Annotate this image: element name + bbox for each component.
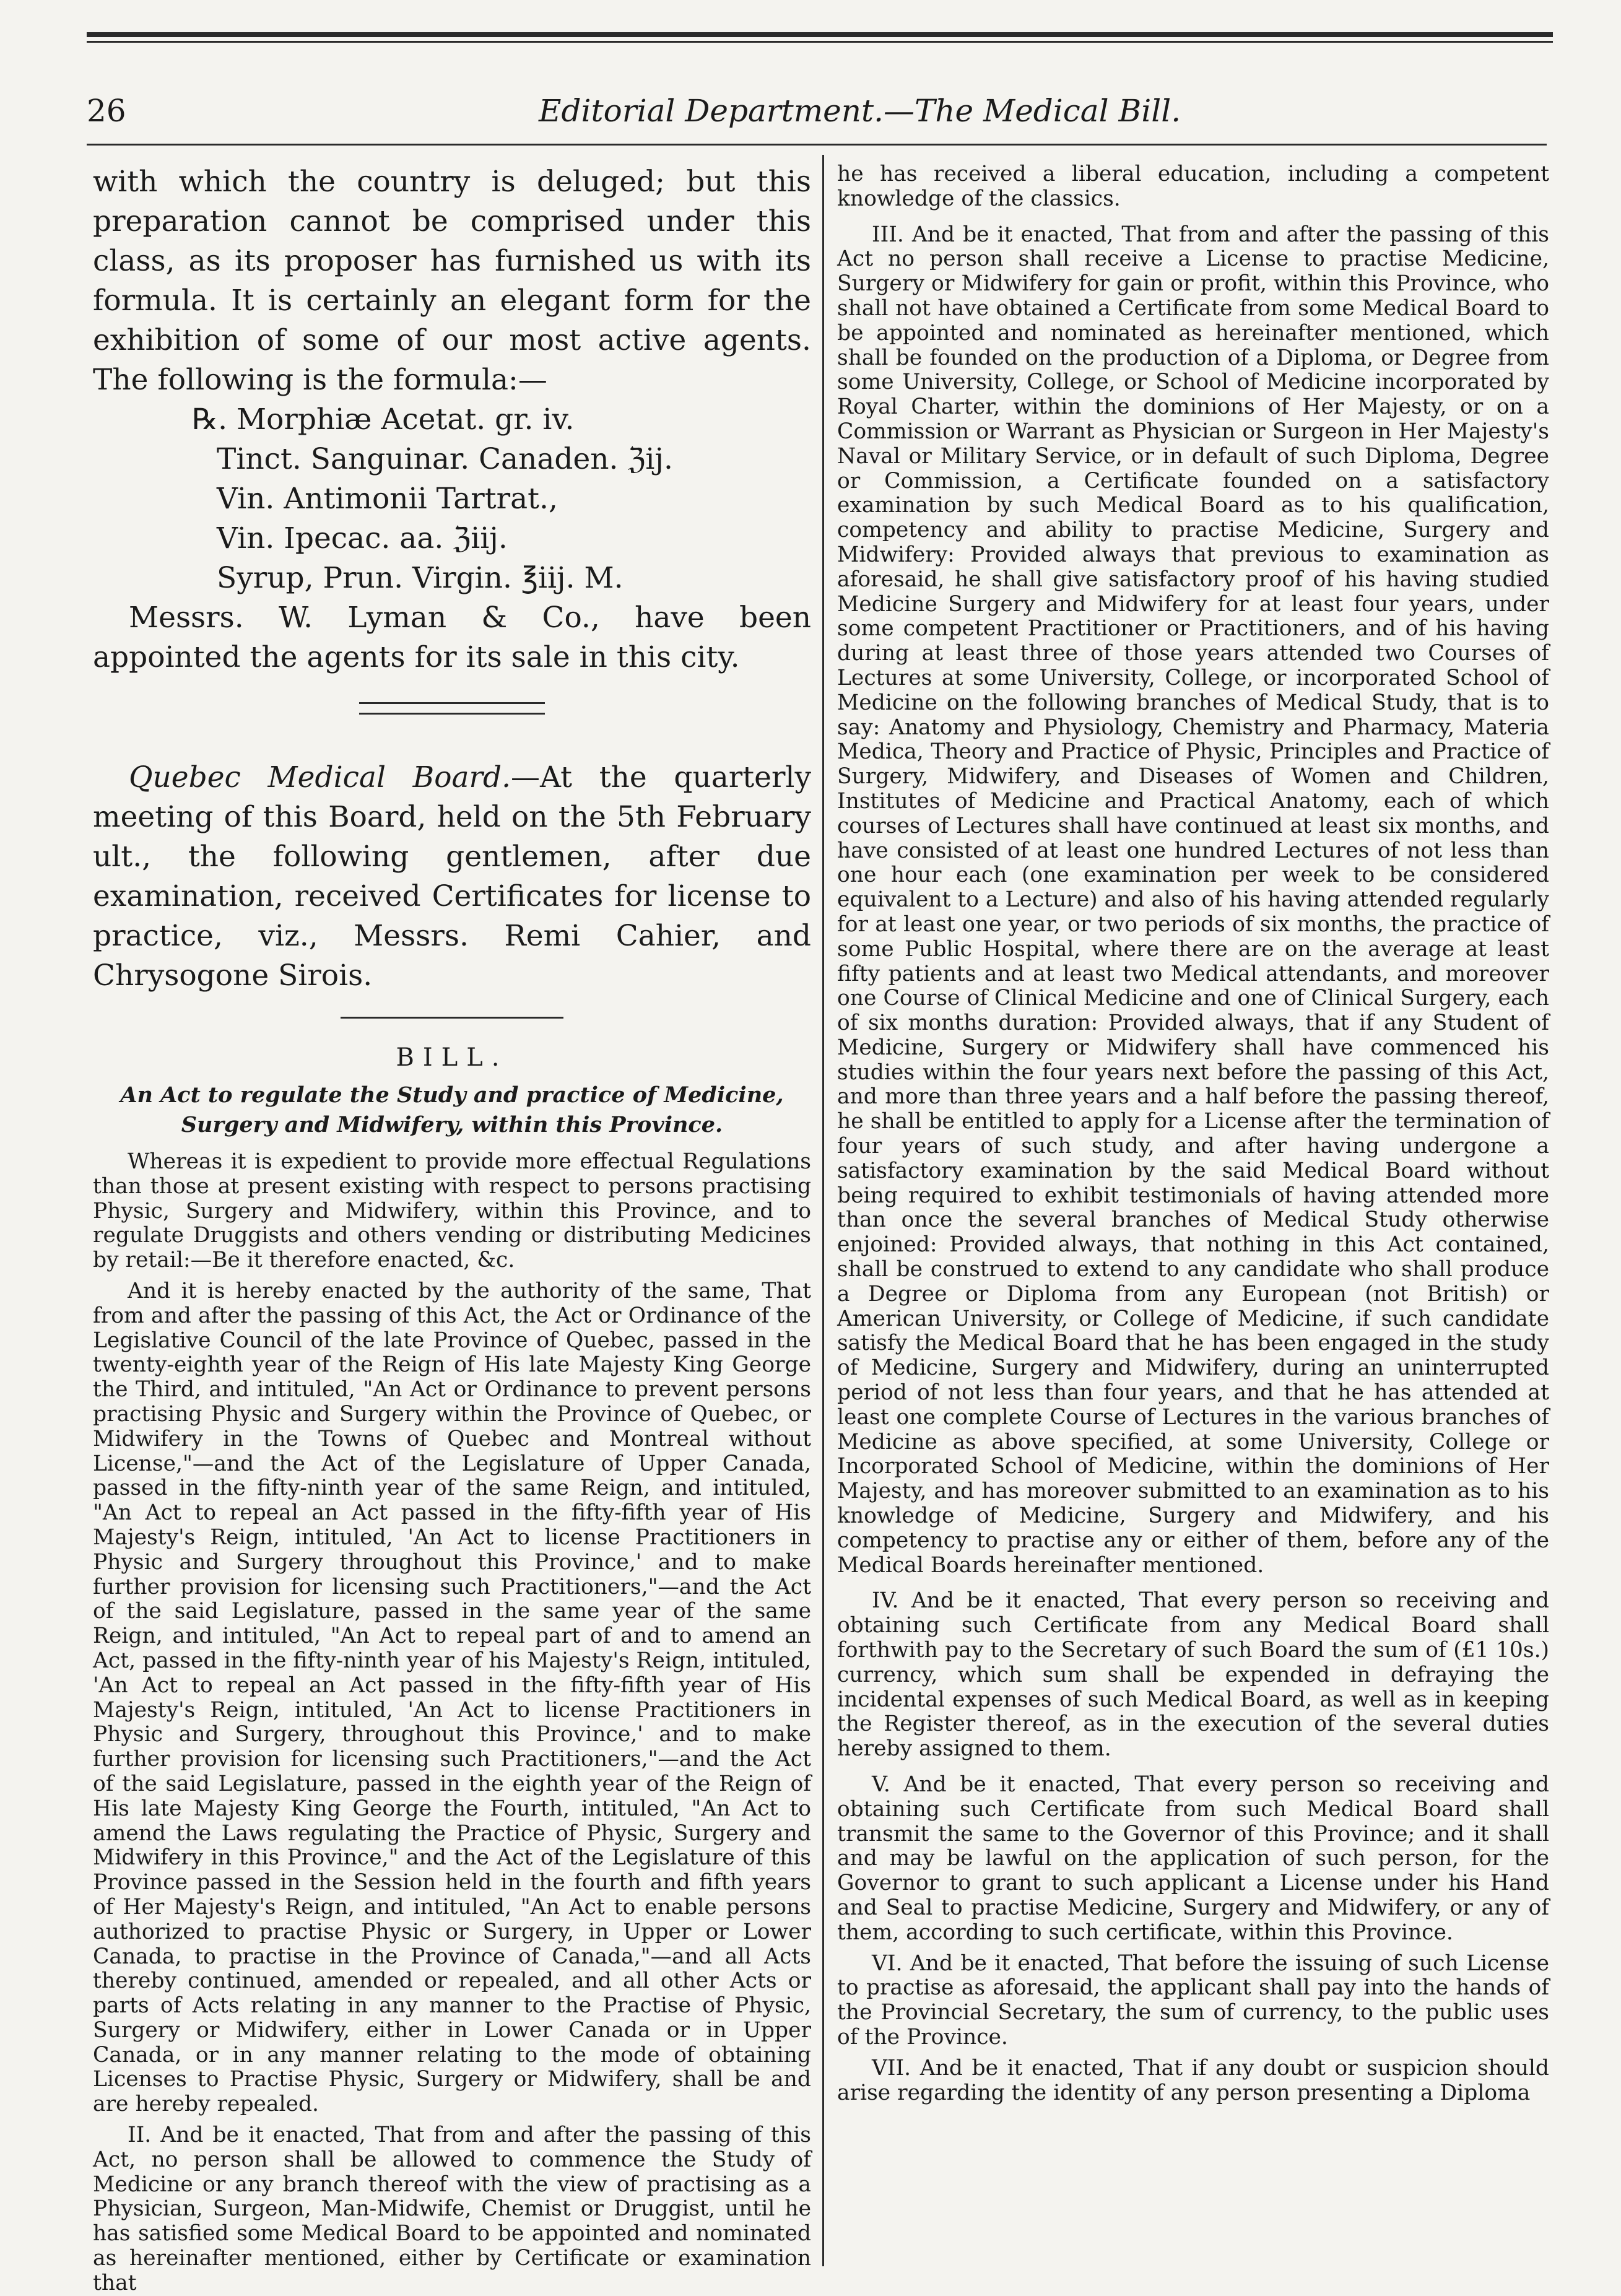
running-header <box>87 93 1547 142</box>
bill-section-7: VII. And be it enacted, That if any doubt or suspicion should arise regarding the identity of any person presenting a Diploma <box>837 2055 1549 2105</box>
section-divider <box>341 1017 563 1019</box>
running-title: Editorial Department.—The Medical Bill. <box>539 93 1181 129</box>
board-text: —At the quarterly meeting of this Board, held on the 5th February ult., the following gentlemen, after due examination, received Certificates for license to practice, viz., Messrs. Remi Cahier, and Chrysogone Sirois. <box>93 760 811 993</box>
bill-section-5: V. And be it enacted, That every person so receiving and obtaining such Certificate from such Medical Board shall transmit the same to the Governor of this Province; and it shall and may be lawful on the application of such person, for the Governor to grant to such applicant a License under his Hand and Seal to practise Medicine, Surgery and Midwifery, or any of them, according to such certificate, within this Province. <box>837 1772 1549 1945</box>
bill-section-2: II. And be it enacted, That from and after the passing of this Act, no person shall be allowed to commence the Study of Medicine or any branch thereof with the view of practising as a Physician, Surgeon, Man-Midwife, Chemist or Druggist, until he has satisfied some Medical Board to be appointed and nominated as hereinafter mentioned, either by Certificate or examination that <box>93 2123 811 2295</box>
bill-heading: BILL. <box>396 1043 508 1072</box>
header-rule <box>87 144 1547 146</box>
agents-paragraph: Messrs. W. Lyman & Co., have been appointed the agents for its sale in this city. <box>93 601 811 674</box>
bill-preamble: Whereas it is expedient to provide more effectual Regulations than those at present existing with respect to persons practising Physic, Surgery and Midwifery, within this Province, and to regulate Druggists and others vending or distributing Medicines by retail:—Be it therefore enacted, &c. <box>93 1149 811 1273</box>
bill-section-4: IV. And be it enacted, That every person so receiving and obtaining such Certificate from any Medical Board shall forthwith pay to the Secretary of such Board the sum of (£1 10s.) currency, which sum shall be expended in defraying the incidental expenses of such Medical Board, as well as in keeping the Register thereof, as in the execution of the several duties hereby assigned to them. <box>837 1588 1549 1762</box>
bill-subtitle: An Act to regulate the Study and practice of Medicine, Surgery and Midwifery, within this Province. <box>120 1082 784 1137</box>
formula-line: ℞. Morphiæ Acetat. gr. iv. <box>192 402 575 437</box>
paragraph-continuation: with which the country is deluged; but this preparation cannot be comprised under this class, as its proposer has furnished us with its formula. It is certainly an elegant form for the exhibition of some of our most active agents. The following is the formula:— <box>93 165 811 397</box>
page-number: 26 <box>87 93 126 129</box>
bill-section-2-continued: he has received a liberal education, including a competent knowledge of the classics. <box>837 162 1549 211</box>
board-paragraph <box>93 758 811 996</box>
right-column <box>837 162 1549 2105</box>
prescription-formula <box>192 400 811 598</box>
bill-section-1: And it is hereby enacted by the authority of the same, That from and after the passing of this Act, the Act or Ordinance of the Legislative Council of the late Province of Quebec, passed in the twenty-eighth year of the Reign of His late Majesty King George the Third, and intituled, "An Act or Ordinance to prevent persons practising Physic and Surgery within the Province of Quebec, or Midwifery in the Towns of Quebec and Montreal without License,"—and the Act of the Legislature of Upper Canada, passed in the fifty-ninth year of the same Reign, and intituled, "An Act to repeal an Act passed in the fifty-fifth year of His Majesty's Reign, intituled, 'An Act to license Practitioners in Physic and Surgery throughout this Province,' and to make further provision for licensing such Practitioners,"—and the Act of the said Legislature, passed in the same year of the same Reign, and intituled, "An Act to repeal part of and to amend an Act, passed in the fifty-ninth year of his Majesty's Reign, intituled, 'An Act to repeal an Act passed in the fifty-fifth year of His Majesty's Reign, intituled, 'An Act to license Practitioners in Physic and Surgery, throughout this Province,' and to make further provision for licensing such Practitioners,"—and the Act of the said Legislature, passed in the eighth year of the Reign of His late Majesty King George the Fourth, intituled, "An Act to amend the Laws regulating the Practice of Physic, Surgery and Midwifery in this Province," and the Act of the Legislature of this Province passed in the Session held in the fourth and fifth years of Her Majesty's Reign, and intituled, "An Act to enable persons authorized to practise Physic or Surgery, in Upper or Lower Canada, to practise in the Province of Canada,"—and all Acts thereby continued, amended or repealed, and all other Acts or parts of Acts relating in any manner to the Practise of Physic, Surgery or Midwifery, either in Lower Canada or in Upper Canada, or in any manner relating to the mode of obtaining Licenses to Practise Physic, Surgery or Midwifery, shall be and are hereby repealed. <box>93 1278 811 2117</box>
formula-line: Tinct. Sanguinar. Canaden. ℨij. <box>217 442 673 476</box>
section-divider <box>359 702 545 715</box>
left-column <box>93 162 811 2296</box>
bill-section-6: VI. And be it enacted, That before the issuing of such License to practise as aforesaid, the applicant shall pay into the hands of the Provincial Secretary, the sum of currency, to the public uses of the Province. <box>837 1950 1549 2050</box>
column-divider <box>822 155 824 2266</box>
top-border-thin <box>87 41 1553 43</box>
bill-section-3: III. And be it enacted, That from and after the passing of this Act no person shall receive a License to practise Medicine, Surgery or Midwifery for gain or profit, within this Province, who shall not have obtained a Certificate from some Medical Board to be appointed and nominated as hereinafter mentioned, which shall be founded on the production of a Diploma, or Degree from some University, College, or School of Medicine incorporated by Royal Charter, within the dominions of Her Majesty, or on a Commission or Warrant as Physician or Surgeon in Her Majesty's Naval or Military Service, or in default of such Diploma, Degree or Commission, a Certificate founded on a satisfactory examination by such Medical Board as to his qualification, competency and ability to practise Medicine, Surgery and Midwifery: Provided always that previous to examination as aforesaid, he shall give satisfactory proof of his having studied Medicine Surgery and Midwifery for at least four years, under some competent Practitioner or Practitioners, and of his having during at least three of those years attended two Courses of Lectures at some University, College, or incorporated School of Medicine on the following branches of Medical Study, that is to say: Anatomy and Physiology, Chemistry and Pharmacy, Materia Medica, Theory and Practice of Physic, Principles and Practice of Surgery, Midwifery, and Diseases of Women and Children, Institutes of Medicine and Practical Anatomy, each of which courses of Lectures shall have continued at least six months, and have consisted of at least one hundred Lectures of not less than one hour each (one examination per week to be considered equivalent to a Lecture) and also of his having attended regularly for at least one year, or two periods of six months, the practice of some Public Hospital, where there are on the average at least fifty patients and at least two Medical attendants, and moreover one Course of Clinical Medicine and one of Clinical Surgery, each of six months duration: Provided always, that if any Student of Medicine, Surgery or Midwifery shall have commenced his studies within the four years next before the passing of this Act, and more than three years and a half before the passing thereof, he shall be entitled to apply for a License after the termination of four years of such study, and after having undergone a satisfactory examination by the said Medical Board without being required to exhibit testimonials of having attended more than once the several branches of Medical Study otherwise enjoined: Provided always, that nothing in this Act contained, shall be construed to extend to any candidate who shall produce a Degree or Diploma from any European (not British) or American University, or College of Medicine, if such candidate satisfy the Medical Board that he has been engaged in the study of Medicine, Surgery and Midwifery, during an uninterrupted period of not less than four years, and that he has attended at least one complete Course of Lectures in the various branches of Medicine as above specified, at some University, College or Incorporated School of Medicine, within the dominions of Her Majesty, and has moreover submitted to an examination as to his knowledge of Medicine, Surgery and Midwifery, and his competency to practise any or either of them, before any of the Medical Boards hereinafter mentioned. <box>837 222 1549 1578</box>
formula-line: Vin. Ipecac. aa. ℨiij. <box>217 521 508 555</box>
formula-line: Vin. Antimonii Tartrat., <box>217 482 558 516</box>
board-heading: Quebec Medical Board. <box>129 760 511 794</box>
formula-line: Syrup, Prun. Virgin. ℥iij. M. <box>217 561 624 595</box>
top-border-thick <box>87 32 1553 37</box>
